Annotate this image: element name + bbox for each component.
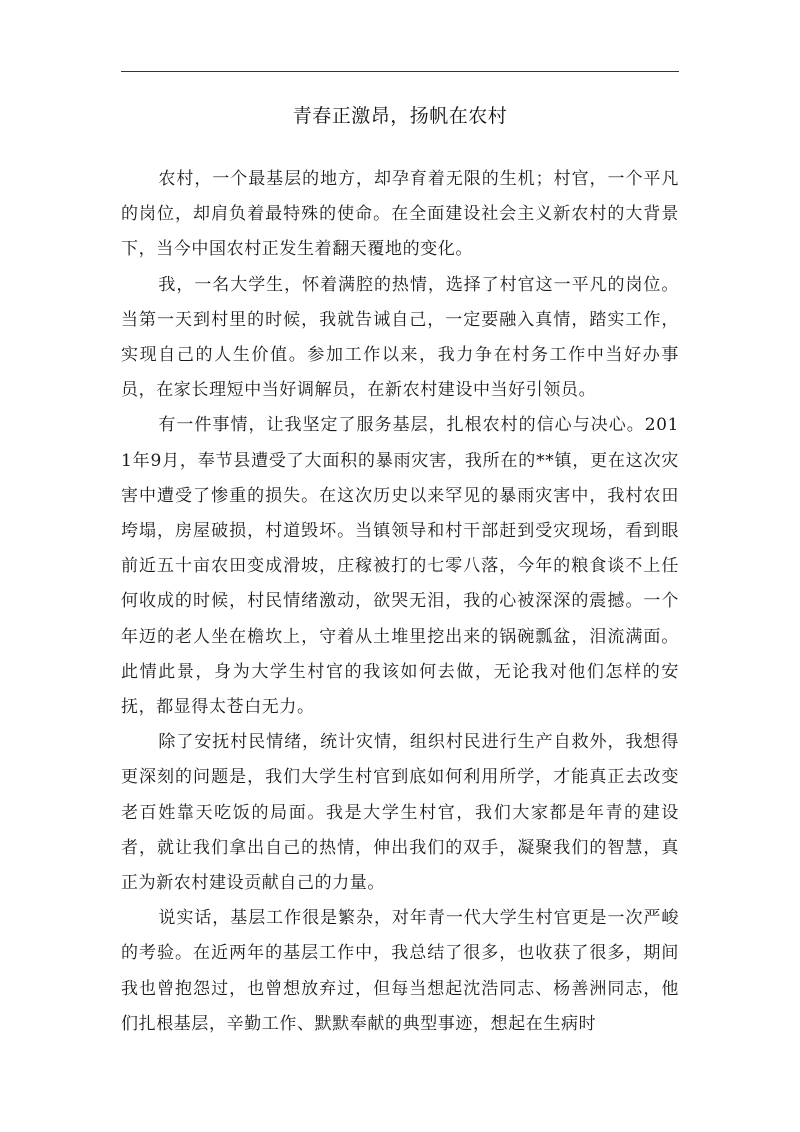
paragraph-4: 除了安抚村民情绪，统计灾情，组织村民进行生产自救外，我想得更深刻的问题是，我们大学生村官到底如何利用所学，才能真正去改变老百姓靠天吃饭的局面。我是大学生村官，我们大家都是年青的建设者，就让我们拿出自己的热情，伸出我们的双手，凝聚我们的智慧，真正为新农村建设贡献自己的力量。 <box>121 732 679 894</box>
paragraph-5: 说实话，基层工作很是繁杂，对年青一代大学生村官更是一次严峻的考验。在近两年的基层工作中，我总结了很多，也收获了很多，期间我也曾抱怨过，也曾想放弃过，但每当想起沈浩同志、杨善洲同志，他们扎根基层，辛勤工作、默默奉献的典型事迹，想起在生病时 <box>121 908 679 1034</box>
document-body <box>121 162 679 1042</box>
header-rule <box>121 71 679 72</box>
paragraph-1: 农村，一个最基层的地方，却孕育着无限的生机；村官，一个平凡的岗位，却肩负着最特殊的使命。在全面建设社会主义新农村的大背景下，当今中国农村正发生着翻天覆地的变化。 <box>121 169 679 260</box>
paragraph-2: 我，一名大学生，怀着满腔的热情，选择了村官这一平凡的岗位。当第一天到村里的时候，我就告诫自己，一定要融入真情，踏实工作，实现自己的人生价值。参加工作以来，我力争在村务工作中当好办事员，在家长理短中当好调解员，在新农村建设中当好引领员。 <box>121 274 679 401</box>
document-title: 青春正激昂，扬帆在农村 <box>292 105 508 127</box>
paragraph-3: 有一件事情，让我坚定了服务基层，扎根农村的信心与决心。2011年9月，奉节县遭受了大面积的暴雨灾害，我所在的**镇，更在这次灾害中遭受了惨重的损失。在这次历史以来罕见的暴雨灾害中，我村农田垮塌，房屋破损，村道毁坏。当镇领导和村干部赶到受灾现场，看到眼前近五十亩农田变成滑坡，庄稼被打的七零八落，今年的粮食谈不上任何收成的时候，村民情绪激动，欲哭无泪，我的心被深深的震撼。一个年迈的老人坐在檐坎上，守着从土堆里挖出来的锅碗瓢盆，泪流满面。此情此景，身为大学生村官的我该如何去做，无论我对他们怎样的安抚，都显得太苍白无力。 <box>121 415 679 718</box>
